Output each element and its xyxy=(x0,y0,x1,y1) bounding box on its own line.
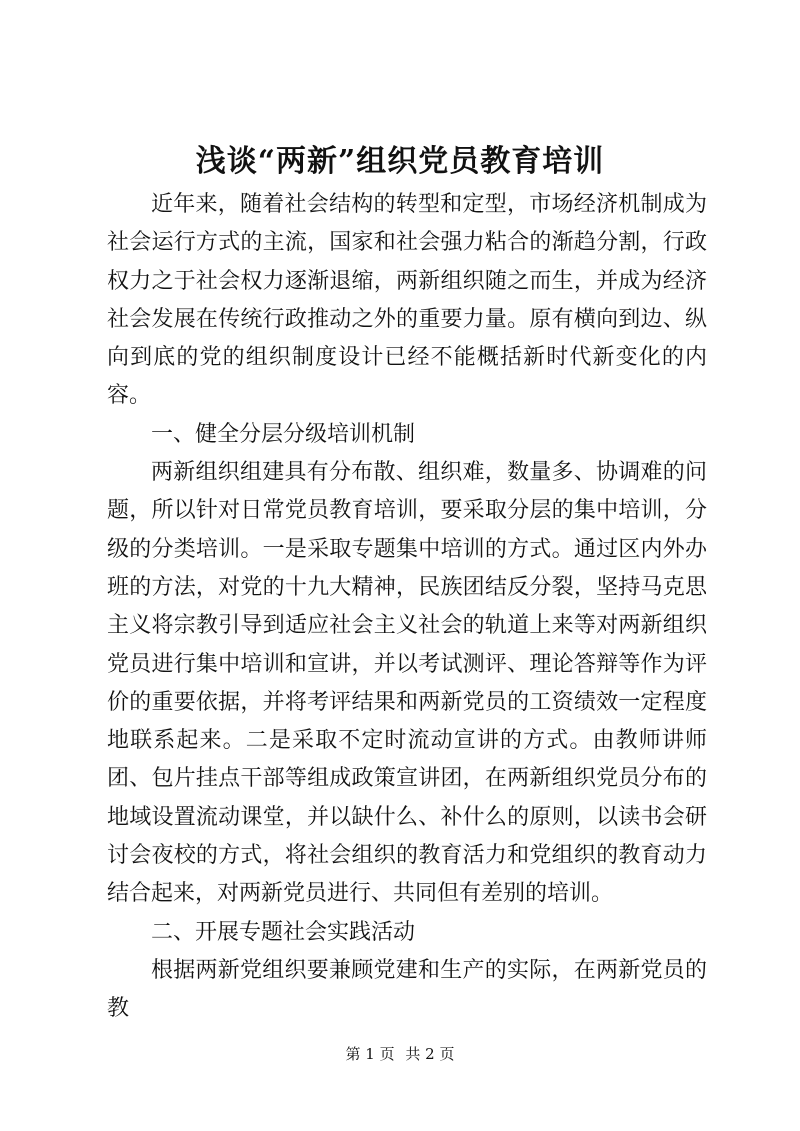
section-heading-2: 二、开展专题社会实践活动 xyxy=(151,919,416,945)
paragraph-intro: 近年来，随着社会结构的转型和定型，市场经济机制成为社会运行方式的主流，国家和社会强力粘合的渐趋分割，行政权力之于社会权力逐渐退缩，两新组织随之而生，并成为经济社会发展在传统行政推动之外的重要力量。原有横向到边、纵向到底的党的组织制度设计已经不能概括新时代新变化的内容。 xyxy=(107,192,707,409)
section-heading-1: 一、健全分层分级培训机制 xyxy=(151,421,416,447)
page-number: 第 1 页 xyxy=(345,1045,395,1063)
page-footer xyxy=(0,1044,800,1064)
document-title: 浅谈“两新”组织党员教育培训 xyxy=(195,144,605,179)
paragraph-section-2: 根据两新党组织要兼顾党建和生产的实际，在两新党员的教 xyxy=(107,957,707,1022)
document-body xyxy=(107,186,707,1029)
paragraph-section-1: 两新组织组建具有分布散、组织难，数量多、协调难的问题，所以针对日常党员教育培训，要采取分层的集中培训，分级的分类培训。一是采取专题集中培训的方式。通过区内外办班的方法，对党的十九大精神，民族团结反分裂，坚持马克思主义将宗教引导到适应社会主义社会的轨道上来等对两新组织党员进行集中培训和宣讲，并以考试测评、理论答辩等作为评价的重要依据，并将考评结果和两新党员的工资绩效一定程度地联系起来。二是采取不定时流动宣讲的方式。由教师讲师团、包片挂点干部等组成政策宣讲团，在两新组织党员分布的地域设置流动课堂，并以缺什么、补什么的原则，以读书会研讨会夜校的方式，将社会组织的教育活力和党组织的教育动力结合起来，对两新党员进行、共同但有差别的培训。 xyxy=(107,460,707,907)
page-total: 共 2 页 xyxy=(405,1045,455,1063)
